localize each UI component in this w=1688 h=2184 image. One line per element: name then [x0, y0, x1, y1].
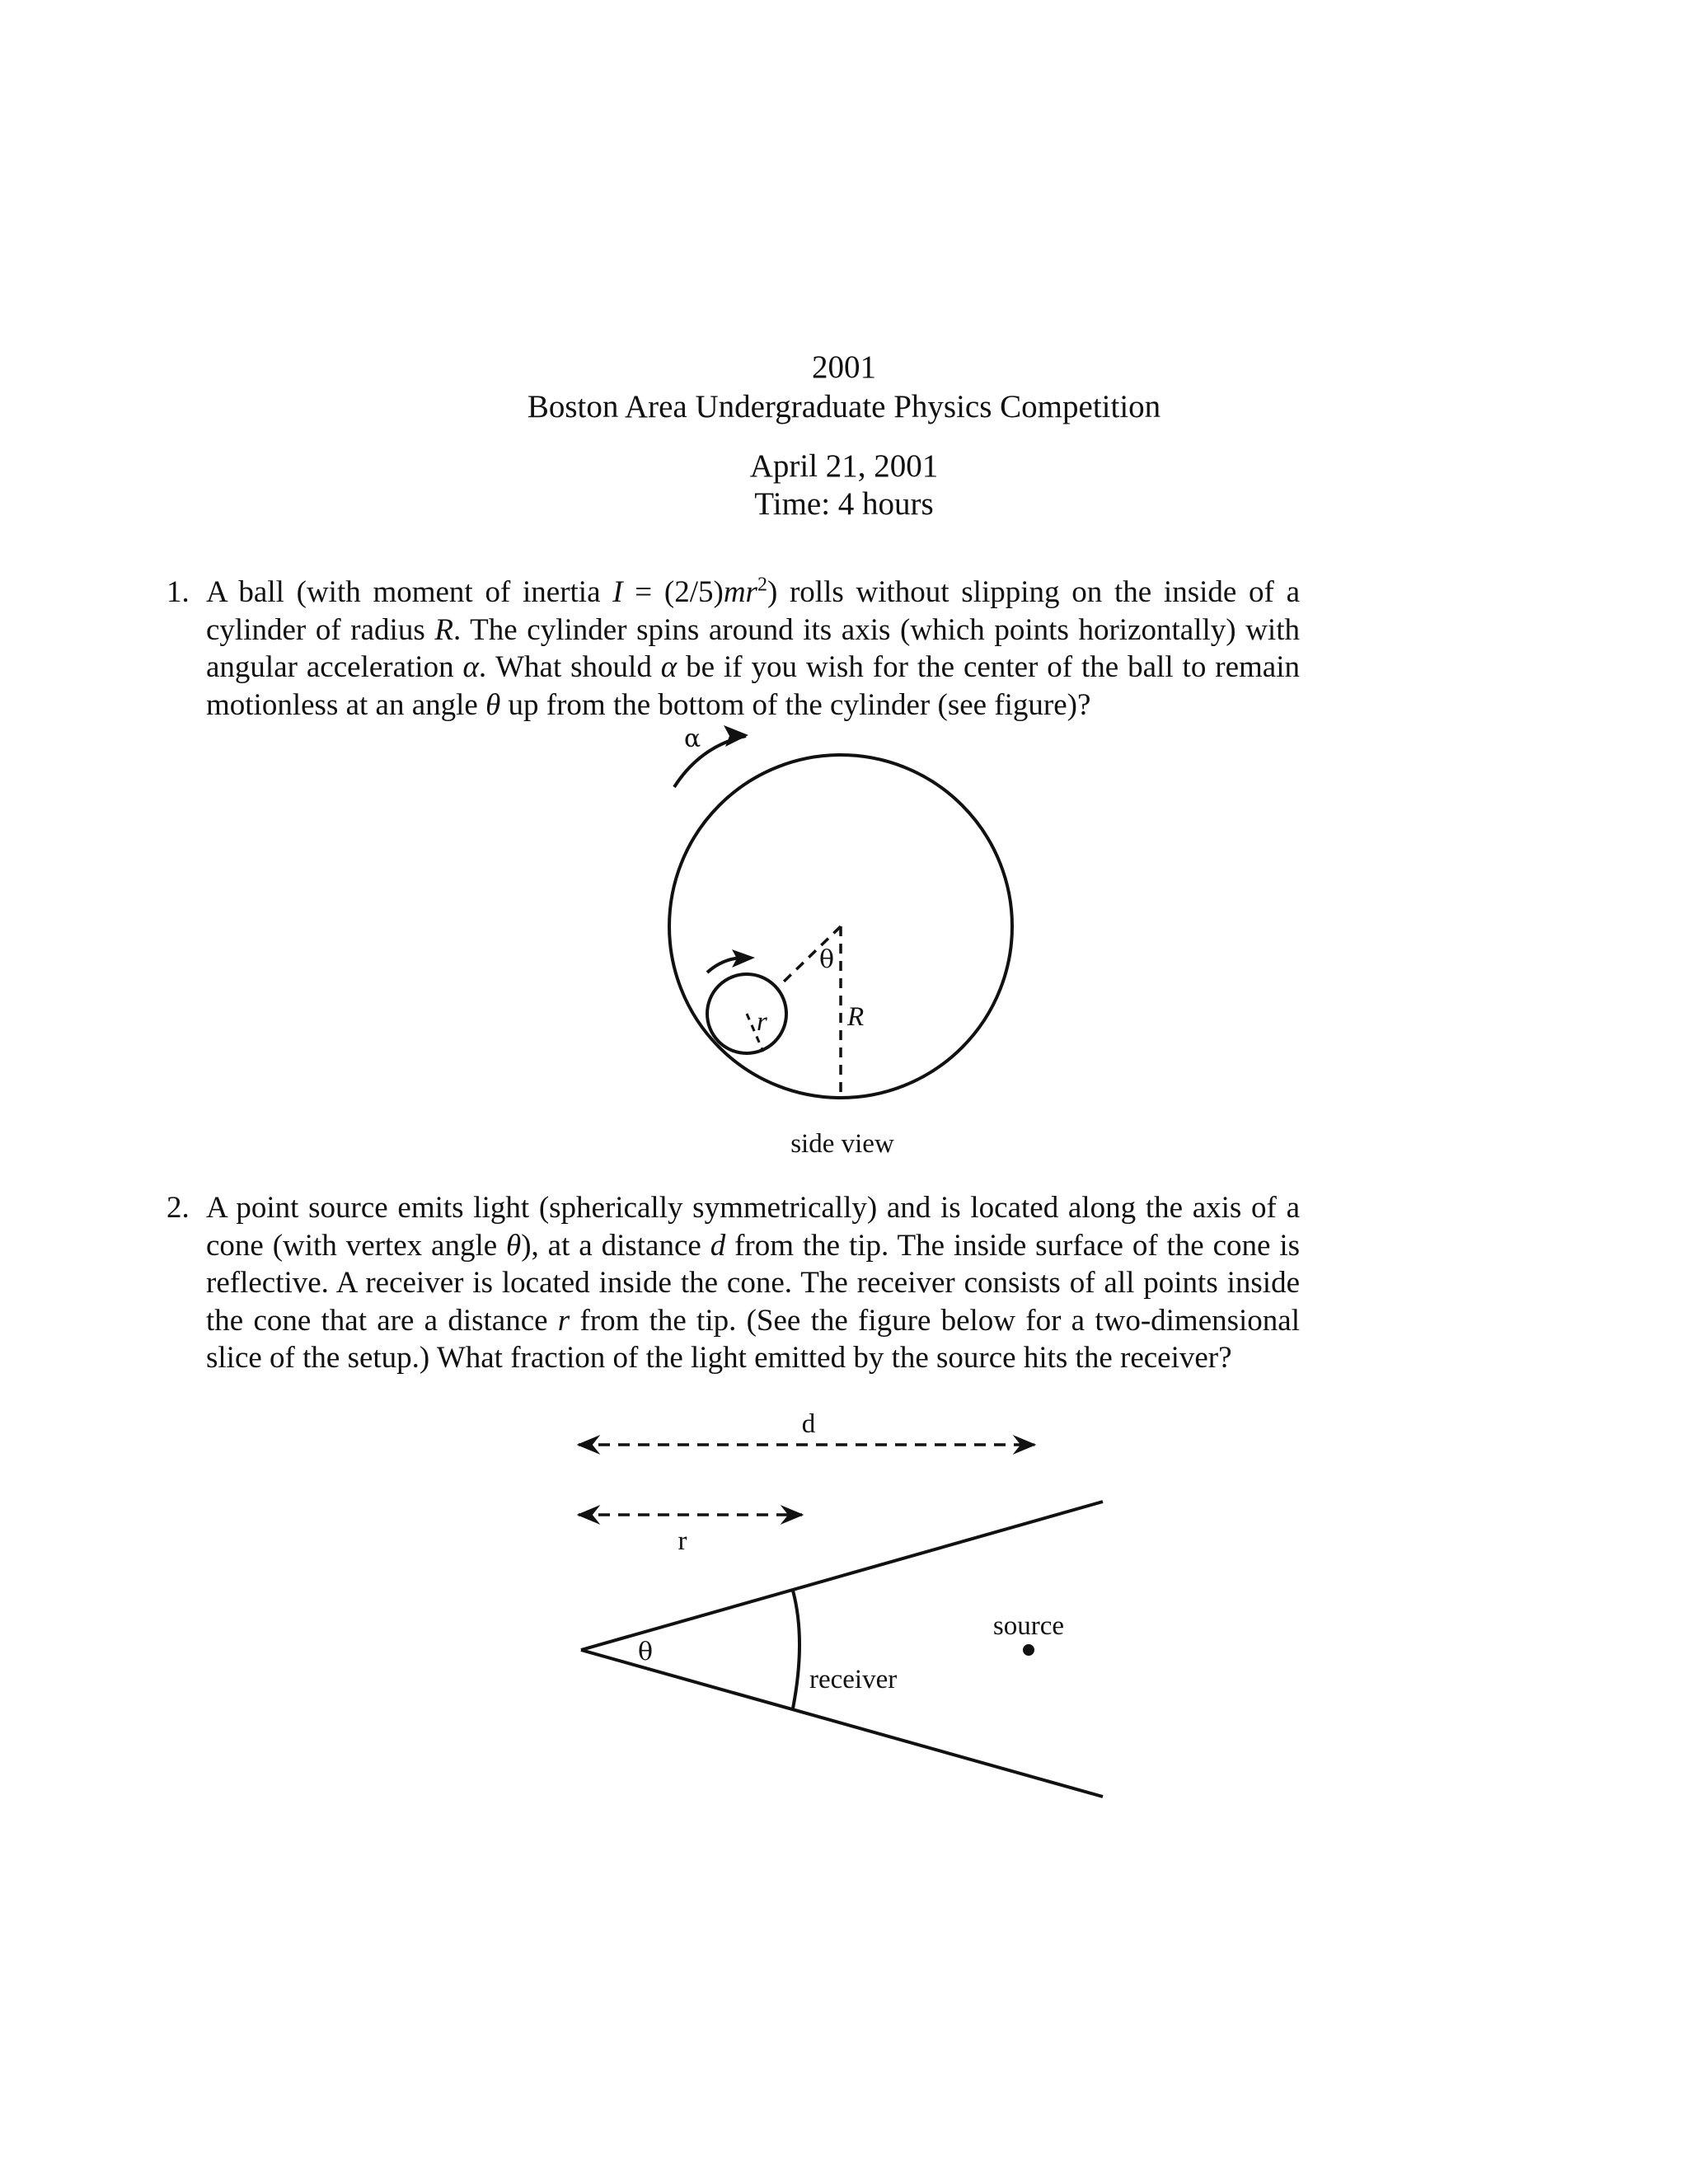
r-label: r [678, 1526, 687, 1556]
year: 2001 [812, 349, 876, 385]
alpha-arrow-head [724, 725, 748, 747]
problem-text: A point source emits light (spherically symmetrically) and is located along the axis of a cone (with vertex angle θ), at a distance d from the tip. The inside surface of the cone is reflective. A receiver is located inside the cone. The receiver consists of all points inside the cone that are a distance r from the tip. (See the figure below for a two-dimensional slice of the setup.) What fraction of the light emitted by the source hits the receiver? [206, 1191, 1301, 1375]
source-dot [1023, 1644, 1034, 1656]
R-label: R [847, 1002, 865, 1032]
source-label: source [992, 1611, 1065, 1641]
theta-label: θ [819, 945, 835, 974]
r-label: r [757, 1007, 767, 1037]
side-view-caption: side view [790, 1129, 894, 1159]
receiver-arc [793, 1591, 799, 1708]
receiver-label: receiver [809, 1665, 898, 1694]
problem-number: 1. [166, 575, 190, 609]
problem-text: A ball (with moment of inertia $I = (2/5)mr^2$) rolls without slipping on the inside of a cylinder of radius R. The cylinder spins around its axis (which points horizontally) with angular acceleration α. What should α be if you wish for the center of the ball to remain motionless at an angle θ up from the bottom of the cylinder (see figure)? [206, 574, 1300, 722]
competition-title: Boston Area Undergraduate Physics Competition [527, 389, 1161, 424]
figure-2-cone [579, 1409, 1103, 1797]
alpha-label: α [684, 724, 701, 753]
date: April 21, 2001 [749, 448, 939, 484]
time-limit: Time: 4 hours [754, 486, 934, 522]
problem-number: 2. [166, 1191, 190, 1225]
figure-1-cylinder [669, 724, 1012, 1159]
d-label: d [801, 1409, 816, 1439]
theta-label: θ [638, 1638, 654, 1666]
